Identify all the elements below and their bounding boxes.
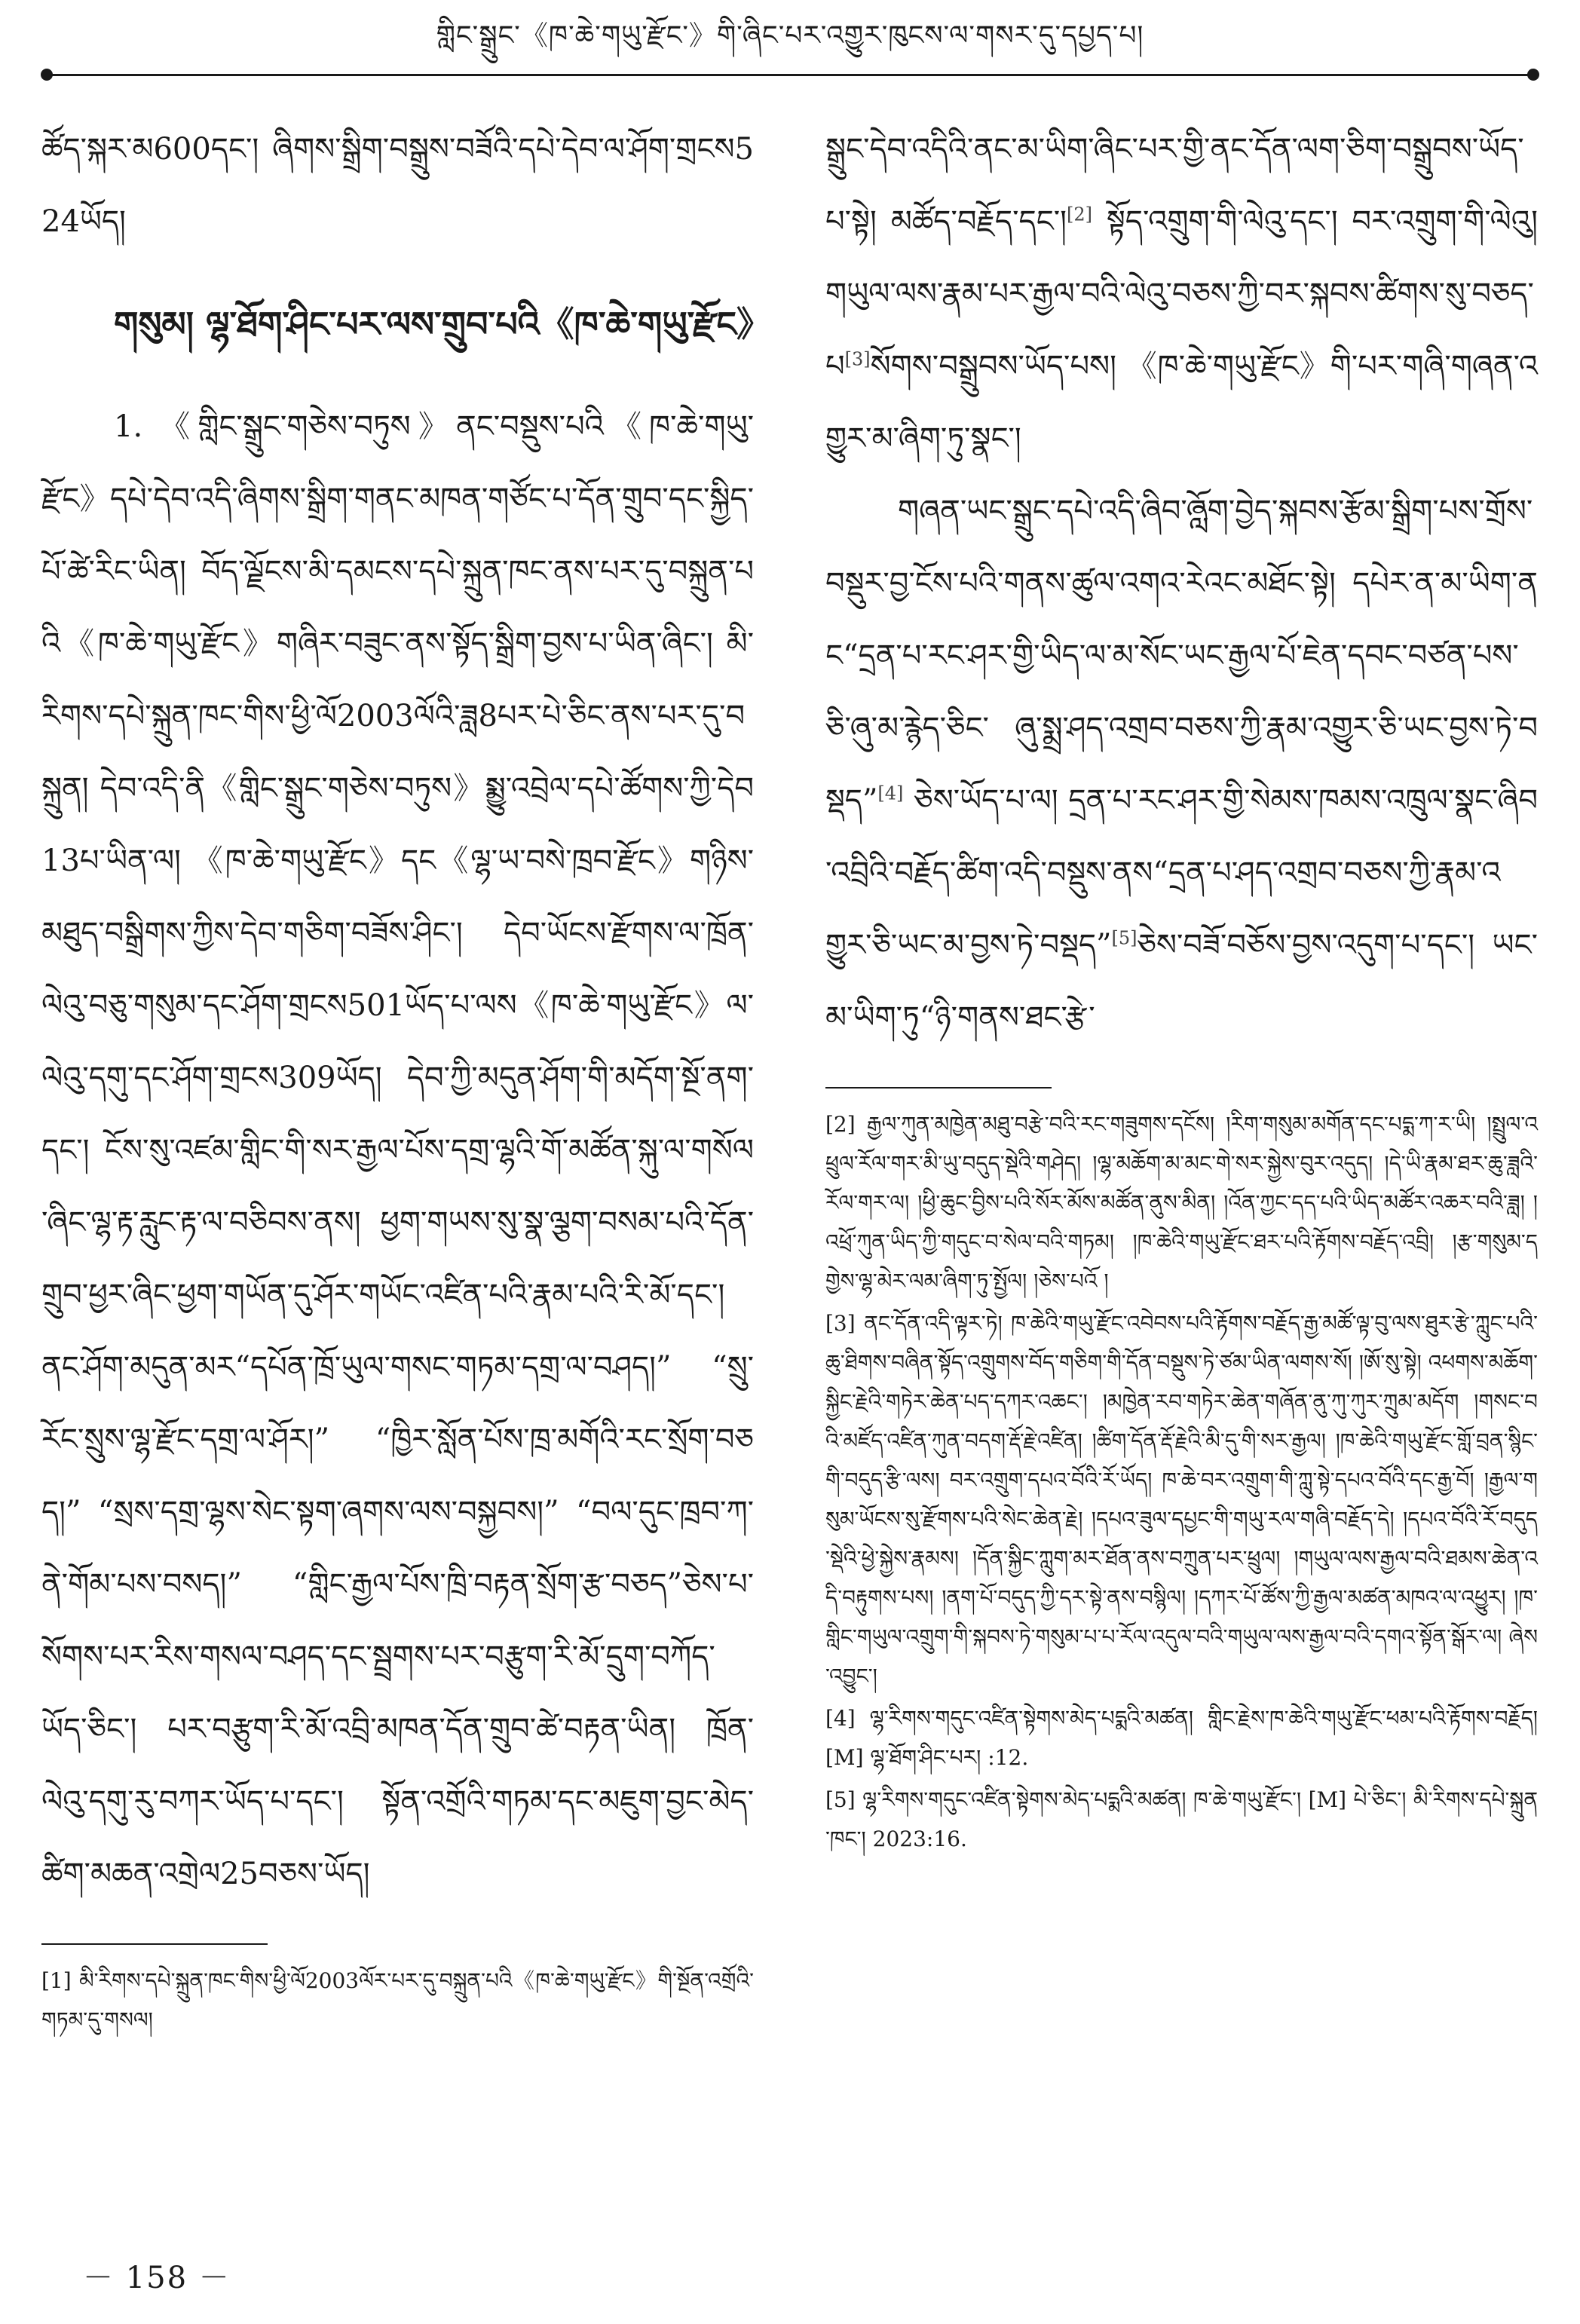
footnote-ref-2[interactable]: [2]: [1066, 204, 1092, 225]
footnote-text: ལྷ་རིགས་གདུང་འཛིན་སྟེགས་མེད་པདྨའི་མཚན། གླིང་རྗེས་ཁ་ཆེའི་གཡུ་རྫོང་ཕམ་པའི་རྟོགས་བརྗོད། [M] ལྷ་ཐོག་ཤིང་པར། :12.: [825, 1706, 1539, 1770]
right-paragraph-3-end: ཅེས་བཟོ་བཅོས་བྱས་འདུག་པ་དང་། ཡང་མ་ཡིག་ཏུ“ཉི་གནས་ཐང་རྩེ་: [825, 928, 1538, 1035]
right-paragraph-1: [825, 113, 1538, 475]
footnote-mark: [4]: [825, 1706, 856, 1731]
rule-right-dot: [1527, 69, 1539, 81]
header-rule: [45, 74, 1535, 76]
right-paragraph-2-text: གཞན་ཡང་སྒྲུང་དཔེ་འདི་ཞིབ་ཞློག་བྱེད་སྐབས་རྩོམ་སྒྲིག་པས་གྲོས་བསྡུར་བྱ་ངོས་པའི་གནས་ཚུལ་འགའ་རེའང་མཐོང་སྟེ། དཔེར་ན་མ་ཡིག་ནང“དྲན་པ་རང་ཤར་གྱི་ཡིད་ལ་མ་སོང་ཡང་རྒྱལ་པོ་ཇེན་དབང་བཙན་པས་ཅི་ཞུ་མ་རྙེད་ཅིང་: [825, 494, 1538, 746]
footnote-text: མི་རིགས་དཔེ་སྐྲུན་ཁང་གིས་ཕྱི་ལོ2003ལོར་པར་དུ་བསྐྲུན་པའི《ཁ་ཆེ་གཡུ་རྫོང》གི་སྔོན་འགྲོའི་གཏམ་དུ་གསལ།: [41, 1968, 755, 2032]
footnote-1: [41, 1961, 754, 2040]
footnote-mark: [3]: [825, 1311, 856, 1336]
footnote-2: [825, 1105, 1538, 1301]
footnote-ref-5[interactable]: [5]: [1111, 927, 1138, 949]
footnote-mark: [1]: [41, 1968, 72, 1993]
footnote-text: རྒྱལ་ཀུན་མཁྱེན་མཐུ་བརྩེ་བའི་རང་གཟུགས་དངོས། །རིག་གསུམ་མགོན་དང་པདྨ་ཀ་ར་ཡི། །སྤྲུལ་འཕྲུལ་རོལ་གར་མི་ཡུ་བདུད་སྡེའི་གཤེད། །ལྷ་མཆོག་མ་མང་གེ་སར་སྐྱེས་བུར་འདུད། །དེ་ཡི་རྣམ་ཐར་ཆུ་ཟླའི་རོལ་གར་ལ། །ཕྱི་ཆུང་བྱིས་པའི་སོར་མོས་མཚོན་ནུས་མིན། །འོན་ཀྱང་དད་པའི་ཡིད་མཚོར་འཆར་བའི་ཟླ། །འཕྲོ་ཀུན་ཡིད་ཀྱི་གདུང་བ་སེལ་བའི་གཏམ། །ཁ་ཆེའི་གཡུ་རྫོང་ཐར་པའི་རྟོགས་བརྗོད་འབྲི། །རྩ་གསུམ་དགྱེས་ལྷ་མེར་ལམ་ཞིག་ཏུ་སྤྱོལ། །ཅེས་པའོ །: [825, 1112, 1538, 1294]
footnote-ref-3[interactable]: [3]: [844, 348, 871, 370]
footnote-4: [825, 1699, 1538, 1777]
footnote-3: [825, 1304, 1538, 1696]
left-column: [41, 113, 771, 2043]
right-paragraph-1-end: སོགས་བསྒྲུབས་ཡོད་པས། 《ཁ་ཆེ་གཡུ་རྫོང》གི་པར་གཞི་གཞན་འགྱུར་མ་ཞིག་ཏུ་སྣང་།: [825, 349, 1538, 456]
footnote-mark: [2]: [825, 1112, 856, 1137]
right-paragraph-2-end: ཞུ་སྨྲ་ཤད་འགྲབ་བཅས་ཀྱི་རྣམ་འགྱུར་ཅི་ཡང་བྱས་ཏེ་བསྡད”: [825, 711, 1538, 818]
running-header: གླིང་སྒྲུང་《ཁ་ཆེ་གཡུ་རྫོང་》གི་ཞིང་པར་འགྱུར་ཁུངས་ལ་གསར་དུ་དཔྱད་པ།: [436, 20, 1144, 51]
right-paragraph-1-cont: སྟོད་འགྲུག་གི་ལེའུ་དང་། བར་འགྲུག་གི་ལེའུ། གཡུལ་ལས་རྣམ་པར་རྒྱལ་བའི་ལེའུ་བཅས་ཀྱི་བར་སྐབས་ཚིགས་སུ་བཅད་པ: [825, 204, 1538, 384]
footnote-5: [825, 1781, 1538, 1859]
footnote-mark: [5]: [825, 1787, 856, 1812]
rule-left-dot: [41, 69, 53, 81]
left-paragraph-2: 1. 《གླིང་སྒྲུང་གཅེས་བཏུས》ནང་བསྡུས་པའི《ཁ་ཆེ་གཡུ་རྫོང》དཔེ་དེབ་འདི་ཞིགས་སྒྲིག་གནང་མཁན་གཙོང་པ་དོན་གྲུབ་དང་སྐྱིད་པོ་ཚེ་རིང་ཡིན། བོད་ལྗོངས་མི་དམངས་དཔེ་སྐྲུན་ཁང་ནས་པར་དུ་བསྐྲུན་པའི《ཁ་ཆེ་གཡུ་རྫོང》གཞིར་བཟུང་ནས་སྟོད་སྒྲིག་བྱས་པ་ཡིན་ཞིང་། མི་རིགས་དཔེ་སྐྲུན་ཁང་གིས་ཕྱི་ལོ2003ལོའི་ཟླ8པར་པེ་ཅིང་ནས་པར་དུ་བསྐྲུན། དེབ་འདི་ནི《གླིང་སྒྲུང་གཅེས་བཏུས》སྨྱུ་འབྲེལ་དཔེ་ཚོགས་ཀྱི་དེབ13པ་ཡིན་ལ། 《ཁ་ཆེ་གཡུ་རྫོང》དང《ལྷ་ཡ་བསེ་ཁྲབ་རྫོང》གཉིས་མཐུད་བསྒྲིགས་ཀྱིས་དེབ་གཅིག་བཟོས་ཤིང་། དེབ་ཡོངས་རྫོགས་ལ་ཁྲོན་ལེའུ་བཅུ་གསུམ་དང་ཤོག་གྲངས501ཡོད་པ་ལས《ཁ་ཆེ་གཡུ་རྫོང》ལ་ལེའུ་དགུ་དང་ཤོག་གྲངས309ཡོད། དེབ་ཀྱི་མདུན་ཤོག་གི་མདོག་སྔོ་ནག་དང་། ངོས་སུ་འཛམ་གླིང་གི་སར་རྒྱལ་པོས་དགྲ་ལྷའི་གོ་མཚོན་སྐུ་ལ་གསོལ་ཞིང་ལྷ་རྟ་རླུང་རྟ་ལ་བཅིབས་ནས། ཕྱག་གཡས་སུ་སྣ་ལྕག་བསམ་པའི་དོན་གྲུབ་ཕྱར་ཞིང་ཕྱག་གཡོན་དུ་ཤོར་གཡོང་འཛིན་པའི་རྣམ་པའི་རི་མོ་དང་། ནང་ཤོག་མདུན་མར“དཔོན་ཁྲོ་ཡུལ་གསང་གཏམ་དགྲ་ལ་བཤད།” “སྲུ་རོང་སྲུས་ལྷ་རྫོང་དགྲ་ལ་ཤོར།” “ཁྱིར་སློན་པོས་ཁྲ་མགོའི་རང་སྲོག་བཅད།” “སྲས་དགྲ་ལྷས་སེང་སྟག་ཞགས་ལས་བསྐྱབས།” “བལ་དུང་ཁྲབ་ཀ་ནེ་གོམ་པས་བསད།” “གླིང་རྒྱལ་པོས་ཁྲི་བརྟན་སྲོག་རྩ་བཅད”ཅེས་པ་སོགས་པར་རིས་གསལ་བཤད་དང་སྦྲགས་པར་བརྩུག་རི་མོ་དྲུག་བཀོད་ཡོད་ཅིང་། པར་བརྩུག་རི་མོ་འབྲི་མཁན་དོན་གྲུབ་ཚེ་བརྟན་ཡིན། ཁྲོན་ལེའུ་དགུ་རུ་བཀར་ཡོད་པ་དང་། སྟོན་འགྲོའི་གཏམ་དང་མཇུག་བྱང་མེད་ཚིག་མཆན་འགྲེལ25བཅས་ཡོད།: [41, 409, 754, 1891]
section-heading: གསུམ། ལྷ་ཐོག་ཤིང་པར་ལས་གྲུབ་པའི《ཁ་ཆེ་གཡུ་རྫོང》: [114, 304, 771, 344]
right-paragraph-1-text: སྒྲུང་དེབ་འདིའི་ནང་མ་ཡིག་ཞིང་པར་གྱི་ནང་དོན་ལག་ཅིག་བསྒྲུབས་ཡོད་པ་སྟེ། མཚོད་བརྗོད་དང་།: [825, 132, 1524, 239]
footnote-ref-4[interactable]: [4]: [877, 782, 904, 804]
footnote-text: ནང་དོན་འདི་ལྟར་ཏེ། ཁ་ཆེའི་གཡུ་རྫོང་འབེབས་པའི་རྟོགས་བརྗོད་རྒྱ་མཚོ་ལྟ་བུ་ལས་ཐུར་རྩེ་ཀླུང་པའི་ཆུ་ཐིགས་བཞིན་སྟོད་འགྲུགས་བོད་གཅིག་གི་དོན་བསྡུས་ཏེ་ཙམ་ཡིན་ལགས་སོ། །ཨོ་སུ་སྟེ། འཕགས་མཆོག་སྐྱིང་རྗེའི་གཏེར་ཆེན་པད་དཀར་འཆང་། །མཁྱེན་རབ་གཏེར་ཆེན་གཞོན་ནུ་ཀུ་ཀུར་ཀྲུམ་མདོག །གསང་བའི་མཛོད་འཛིན་ཀུན་བདག་རྡོ་རྗེ་འཛིན། །ཚིག་དོན་རྡོ་རྗེའི་མི་དུ་གི་སར་རྒྱལ། །ཁ་ཆེའི་གཡུ་རྫོང་གློ་བྲན་སྙིང་གི་བདུད་རྩི་ལས། བར་འགྲུག་དཔའ་བོའི་རོ་ཡོད། ཁ་ཆེ་བར་འགྲུག་གི་ཀླུ་སྟེ་དཔའ་བོའི་དང་རྒྱ་བོ། །རྒྱལ་གསུམ་ཡོངས་སུ་རྫོགས་པའི་སེང་ཆེན་རྗེ། །དཔའ་ཟུལ་དཔྱང་གི་གཡུ་རལ་གཞི་བརྗོད་དེ། །དཔའ་བོའི་རོ་བདུད་སྡེའི་ཕྱེ་སྐྱེས་རྣམས། །དོན་སྐྱིང་ཀླུག་མར་ཐོན་ནས་བཀྲུན་པར་ཕྲུལ། །གཡུལ་ལས་རྒྱལ་བའི་ཐམས་ཆེན་འདི་བརྟུགས་པས། །ནག་པོ་བདུད་ཀྱི་དར་སྟེ་ནས་བསྙིལ། །དཀར་པོ་ཚོས་ཀྱི་རྒྱལ་མཚན་མཁའ་ལ་འཕྱུར། །ཁ་གླིང་གཡུལ་འགྲུག་གི་སྐབས་ཏེ་གསུམ་པ་པ་རོལ་འདུལ་བའི་གཡུལ་ལས་རྒྱལ་བའི་དགའ་སྟོན་སྒོར་ལ། ཞེས་འབྱུང་།: [825, 1311, 1538, 1689]
right-paragraph-3-text: ཅེས་ཡོད་པ་ལ། དྲན་པ་རང་ཤར་གྱི་སེམས་ཁམས་འཁྲུལ་སྣང་ཞིབ་འབྲིའི་བརྗོད་ཚིག་འདི་བསྡུས་ནས“དྲན་པ་ཤད་འགྲབ་བཅས་ཀྱི་རྣམ་འགྱུར་ཅི་ཡང་མ་བྱས་ཏེ་བསྡད”: [825, 783, 1538, 963]
left-paragraph-1: ཚོད་སྐར་མ600དང་། ཞིགས་སྒྲིག་བསྒྲུས་བཟོའི་དཔེ་དེབ་ལ་ཤོག་གྲངས524ཡོད།: [41, 132, 754, 239]
right-column: [825, 113, 1538, 1862]
page-number: － 158 －: [83, 2261, 231, 2295]
right-paragraph-2: [825, 475, 1538, 1054]
footnote-rule-right: [825, 1087, 1052, 1089]
footnote-text: ལྷ་རིགས་གདུང་འཛིན་སྟེགས་མེད་པདྨའི་མཚན། ཁ་ཆེ་གཡུ་རྫོང་། [M] པེ་ཅིང་། མི་རིགས་དཔེ་སྐྲུན་ཁང་། 2023:16.: [825, 1787, 1539, 1851]
footnote-rule-left: [41, 1943, 268, 1945]
